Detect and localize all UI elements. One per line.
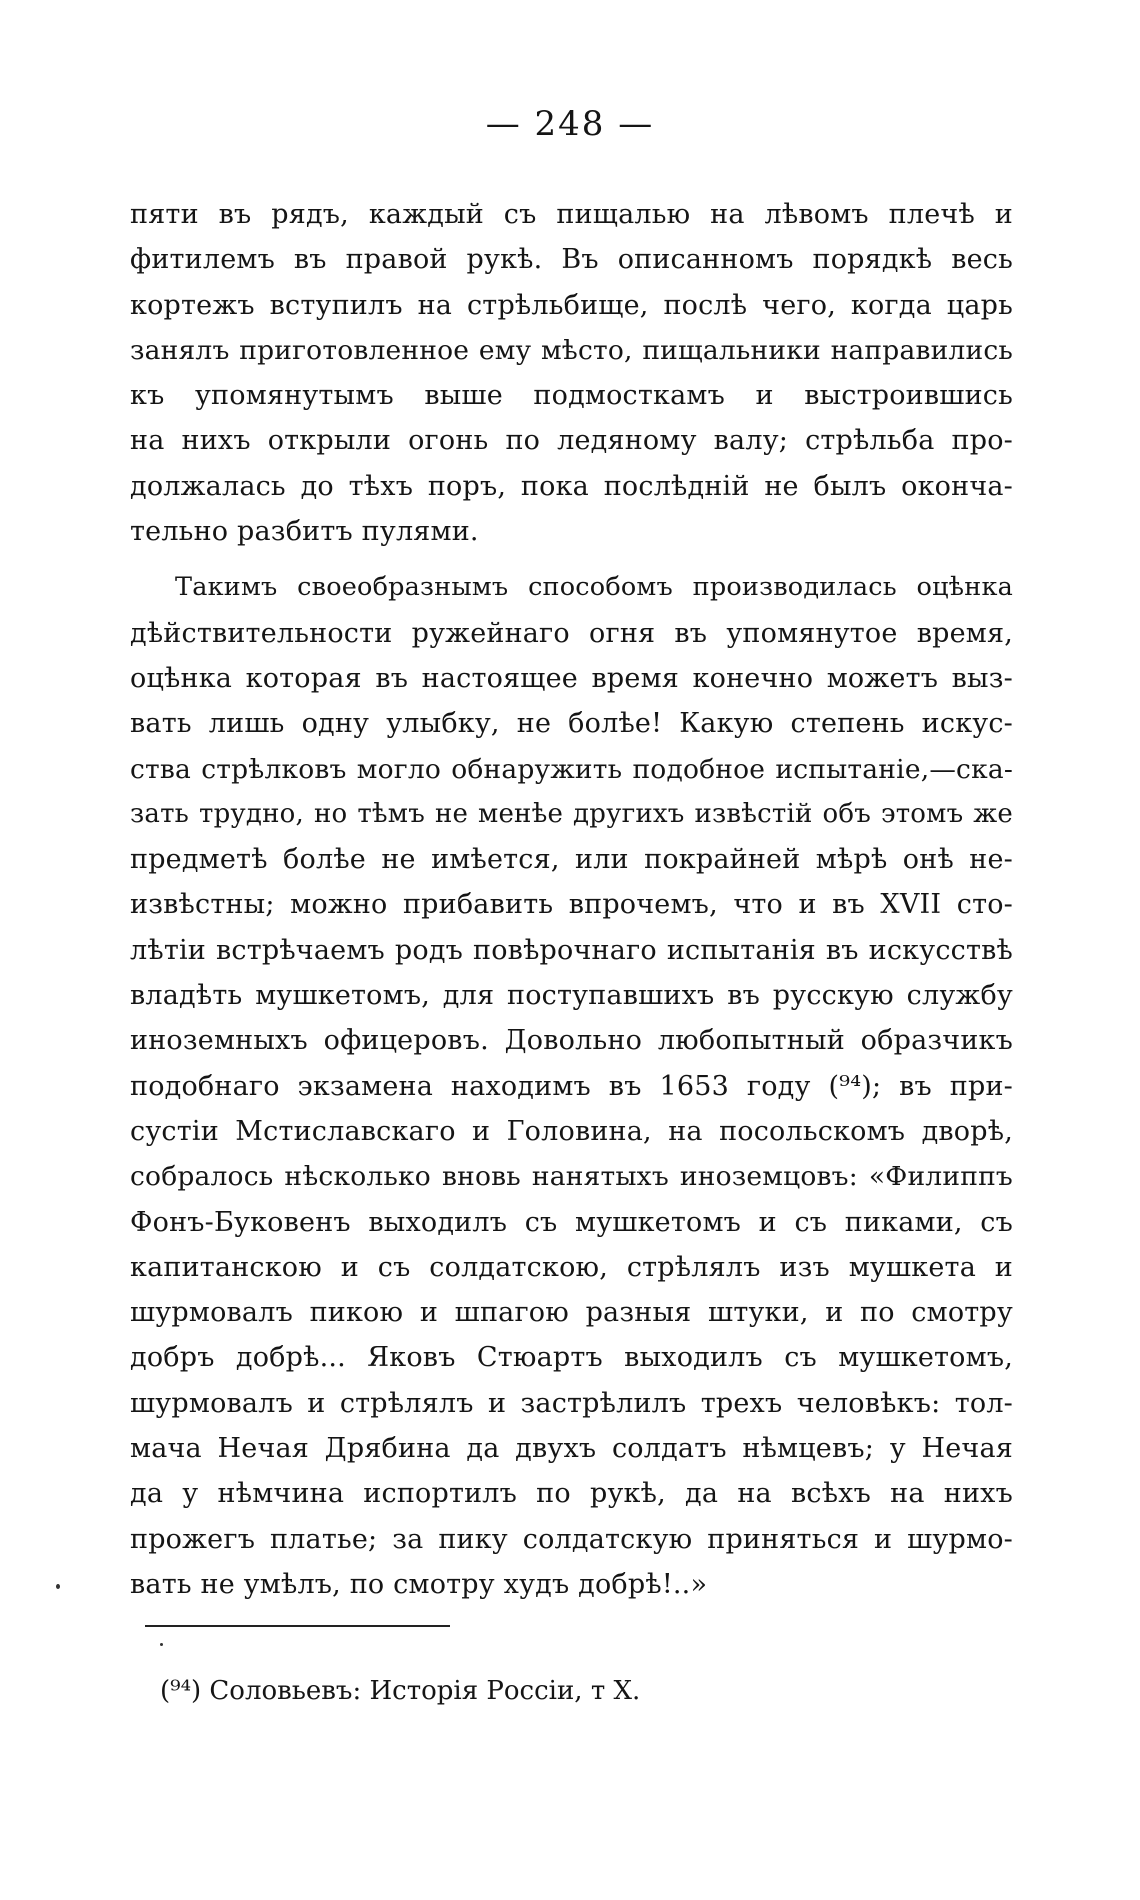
paragraph-1 [130,192,1013,554]
page-number: — 248 — [485,104,655,144]
text-line: владѣть мушкетомъ, для поступавшихъ въ русскую службу [130,980,1013,1012]
text-line: шурмовалъ и стрѣлялъ и застрѣлилъ трехъ человѣкъ: тол- [130,1387,1013,1419]
text-line: Такимъ своеобразнымъ способомъ производилась оцѣнка [175,572,1013,603]
text-line: иноземныхъ офицеровъ. Довольно любопытный образчикъ [130,1025,1013,1057]
text-line: лѣтіи встрѣчаемъ родъ повѣрочнаго испытанія въ искусствѣ [130,934,1013,966]
text-line: занялъ приготовленное ему мѣсто, пищальники направились [130,334,1013,366]
text-line: кортежъ вступилъ на стрѣльбище, послѣ чего, когда царь [130,289,1013,321]
body-text [130,192,1013,1607]
text-line: извѣстны; можно прибавить впрочемъ, что и въ XVII сто- [130,889,1013,921]
text-line: оцѣнка которая въ настоящее время конечно можетъ выз- [130,662,1013,694]
text-line: да у нѣмчина испортилъ по рукѣ, да на всѣхъ на нихъ [130,1478,1013,1510]
footnote-rule [145,1625,450,1627]
text-line: сустіи Мстиславскаго и Головина, на посольскомъ дворѣ, [130,1115,1013,1147]
text-line: мача Нечая Дрябина да двухъ солдатъ нѣмцевъ; у Нечая [130,1433,1013,1465]
text-line: Фонъ-Буковенъ выходилъ съ мушкетомъ и съ пиками, съ [130,1206,1013,1238]
text-line: зать трудно, но тѣмъ не менѣе другихъ извѣстій объ этомъ же [130,798,1013,829]
text-line: ства стрѣлковъ могло обнаружить подобное испытаніе,—ска- [130,753,1013,785]
text-line: вать лишь одну улыбку, не болѣе! Какую степень искус- [130,708,1013,740]
text-line: на нихъ открыли огонь по ледяному валу; стрѣльба про- [130,425,1013,457]
text-line: вать не умѣлъ, по смотру худъ добрѣ!..» [130,1568,708,1600]
text-line: предметѣ болѣе не имѣется, или покрайней мѣрѣ онѣ не- [130,844,1013,876]
text-line: собралось нѣсколько вновь нанятыхъ иноземцовъ: «Филиппъ [130,1161,1013,1193]
text-line: фитилемъ въ правой рукѣ. Въ описанномъ порядкѣ весь [130,244,1013,276]
print-speck [56,1584,60,1589]
print-speck [160,1643,163,1646]
text-line: тельно разбитъ пулями. [130,516,479,548]
text-line: подобнаго экзамена находимъ въ 1653 году (⁹⁴); въ при- [130,1070,1013,1102]
text-line: шурмовалъ пикою и шпагою разныя штуки, и по смотру [130,1297,1013,1329]
text-line: должалась до тѣхъ поръ, пока послѣдній не былъ оконча- [130,470,1013,502]
paragraph-2 [130,565,1013,1607]
text-line: пяти въ рядъ, каждый съ пищалью на лѣвомъ плечѣ и [130,199,1013,230]
text-line: къ упомянутымъ выше подмосткамъ и выстроившись [130,380,1013,412]
text-line: добръ добрѣ... Яковъ Стюартъ выходилъ съ мушкетомъ, [130,1342,1013,1374]
text-line: дѣйствительности ружейнаго огня въ упомянутое время, [130,617,1013,649]
paragraph-gap [130,554,1013,565]
footnote: (⁹⁴) Соловьевъ: Исторія Россіи, т Х. [160,1676,641,1706]
text-line: капитанскою и съ солдатскою, стрѣлялъ изъ мушкета и [130,1251,1013,1283]
text-line: прожегъ платье; за пику солдатскую приняться и шурмо- [130,1523,1013,1555]
